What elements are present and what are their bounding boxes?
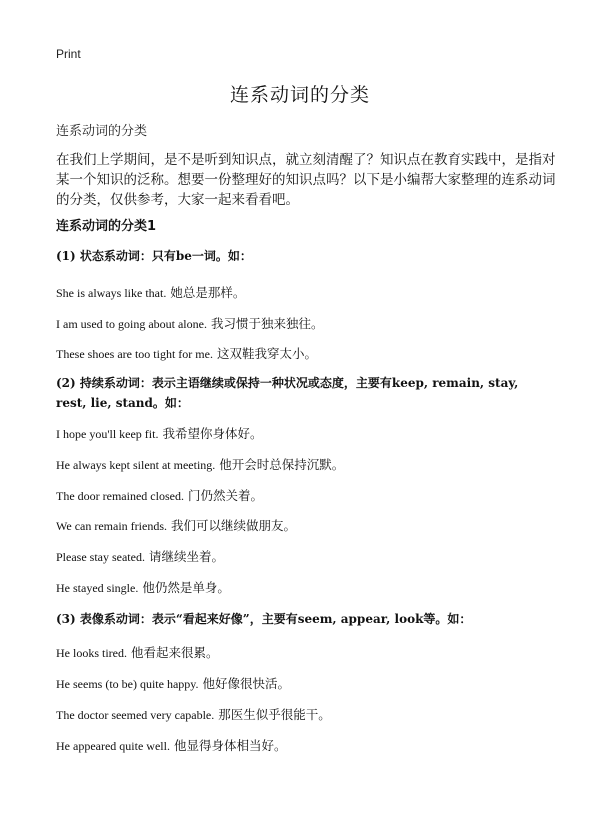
example-english: He always kept silent at meeting. [56, 458, 216, 472]
example-chinese: 那医生似乎很能干。 [218, 707, 331, 722]
example-chinese: 我希望你身体好。 [162, 426, 263, 441]
example-chinese: 他开会时总保持沉默。 [219, 457, 345, 472]
category-label: (3) 表像系动词：表示“看起来好像”，主要有seem, appear, look等。如： [56, 612, 472, 626]
category-label: (2) 持续系动词：表示主语继续或保持一种状况或态度，主要有keep, remain, stay, rest, lie, stand。如： [56, 376, 519, 410]
intro-paragraph [56, 150, 556, 210]
page-subtitle: 连系动词的分类 [56, 124, 148, 139]
example-chinese: 他显得身体相当好。 [173, 738, 287, 753]
example-english: He looks tired. [56, 646, 127, 660]
example-chinese: 门仍然关着。 [187, 488, 263, 503]
example-sentence [56, 736, 556, 754]
example-sentence [56, 705, 556, 723]
example-english: These shoes are too tight for me. [56, 347, 213, 361]
example-chinese: 他好像很快活。 [202, 676, 291, 691]
example-sentence [56, 314, 556, 332]
example-sentence [56, 486, 556, 504]
example-chinese: 请继续坐着。 [148, 549, 224, 564]
example-chinese: 我习惯于独来独往。 [210, 316, 324, 331]
example-chinese: 这双鞋我穿太小。 [216, 346, 317, 361]
example-chinese: 我们可以继续做朋友。 [170, 518, 296, 533]
example-english: I hope you'll keep fit. [56, 427, 159, 441]
example-sentence [56, 643, 556, 661]
intro-text: 在我们上学期间，是不是听到知识点，就立刻清醒了？知识点在教育实践中，是指对某一个知识的泛称。想要一份整理好的知识点吗？以下是小编帮大家整理的连系动词的分类，仅供参考，大家一起来看看吧。 [56, 152, 556, 208]
example-english: He seems (to be) quite happy. [56, 677, 199, 691]
example-sentence [56, 516, 556, 534]
category-label: (1) 状态系动词：只有be一词。如： [56, 249, 252, 263]
example-chinese: 她总是那样。 [170, 285, 246, 300]
example-sentence [56, 283, 556, 301]
example-english: Please stay seated. [56, 550, 145, 564]
print-link[interactable]: Print [56, 47, 81, 61]
example-english: I am used to going about alone. [56, 317, 207, 331]
example-english: He appeared quite well. [56, 739, 170, 753]
example-sentence [56, 674, 556, 692]
example-sentence [56, 455, 556, 473]
example-sentence [56, 344, 556, 362]
example-english: He stayed single. [56, 581, 139, 595]
example-sentence [56, 424, 556, 442]
example-sentence [56, 578, 556, 596]
example-english: The door remained closed. [56, 489, 184, 503]
page-title: 连系动词的分类 [229, 84, 370, 106]
section-heading: 连系动词的分类1 [56, 219, 157, 234]
example-chinese: 他看起来很累。 [131, 645, 219, 660]
example-english: The doctor seemed very capable. [56, 708, 215, 722]
example-sentence [56, 547, 556, 565]
example-chinese: 他仍然是单身。 [142, 580, 230, 595]
example-english: We can remain friends. [56, 519, 167, 533]
example-english: She is always like that. [56, 286, 167, 300]
